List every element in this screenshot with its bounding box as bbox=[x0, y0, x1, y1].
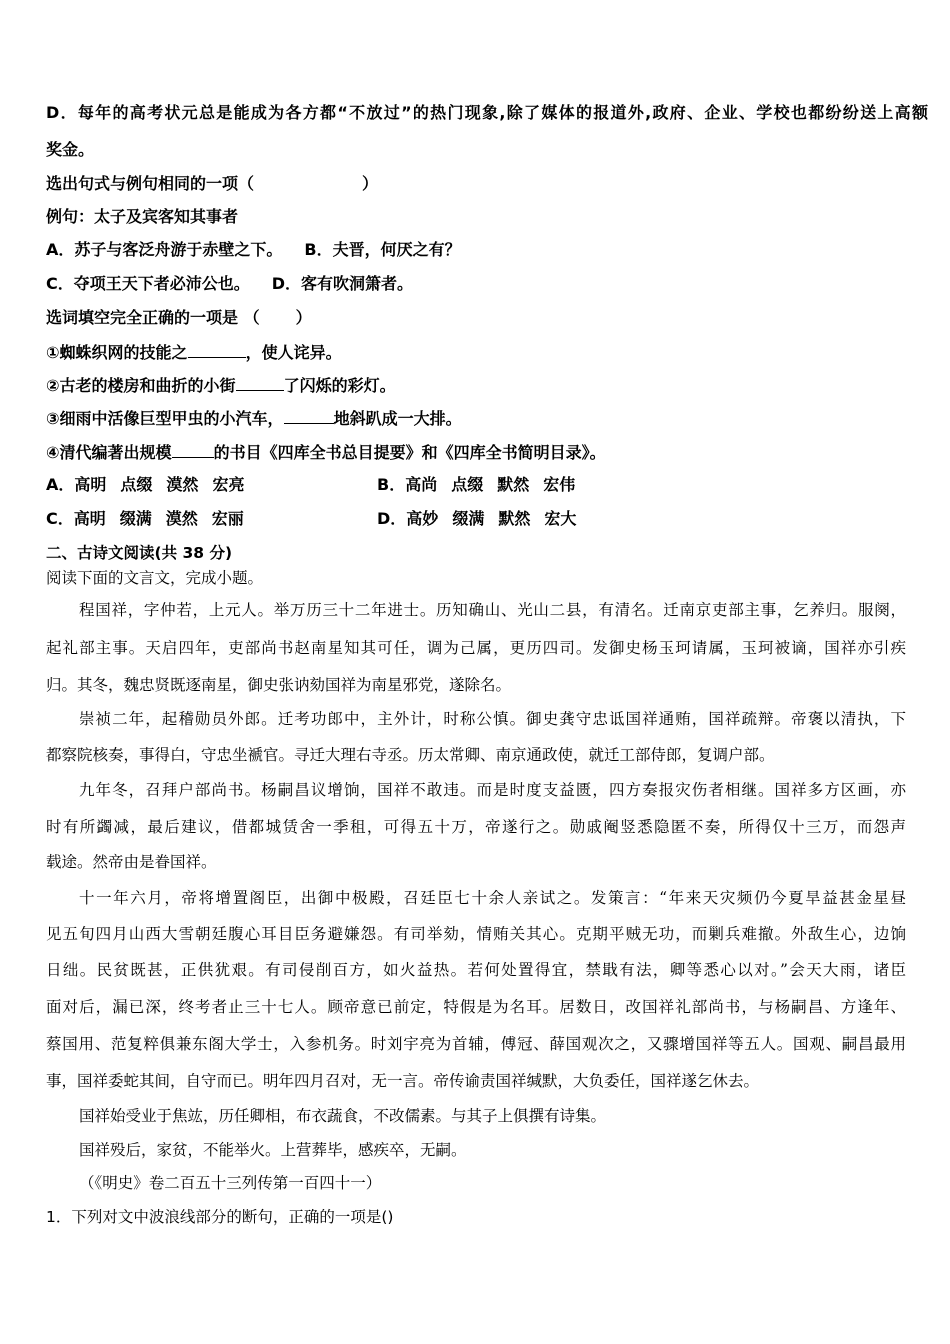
fill-blank-2[interactable] bbox=[236, 373, 284, 391]
passage-p4-line5: 蔡国用、范复粹俱兼东阁大学士，入参机务。时刘宇亮为首辅，傅冠、薛国观次之，又骤增国祥等五人。国观、嗣昌最用 bbox=[46, 1035, 906, 1053]
passage-p5: 国祥始受业于焦竑，历任卿相，布衣蔬食，不改儒素。与其子上俱撰有诗集。 bbox=[79, 1107, 607, 1125]
pattern-option-a[interactable]: A．苏子与客泛舟游于赤壁之下。 bbox=[46, 240, 283, 259]
fill-blank-3[interactable] bbox=[284, 406, 334, 424]
passage-p4-line3: 日绌。民贫既甚，正供犹艰。有司侵削百方，如火益热。若何处置得宜，禁戢有法，卿等悉心以对。”会天大雨，诸臣 bbox=[46, 961, 906, 979]
fill-blank-4[interactable] bbox=[172, 440, 214, 458]
words-sentence-3: ③细雨中活像巨型甲虫的小汽车， 地斜趴成一大排。 bbox=[46, 406, 462, 431]
passage-p4-line6: 事，国祥委蛇其间，自守而已。明年四月召对，无一言。帝传谕责国祥缄默，大负委任，国祥遂乞休去。 bbox=[46, 1072, 760, 1090]
pattern-option-d[interactable]: D．客有吹洞箫者。 bbox=[271, 274, 414, 293]
passage-p2-line2: 都察院核奏，事得白，守忠坐褫官。寻迁大理右寺丞。历太常卿、南京通政使，就迁工部侍郎，复调户部。 bbox=[46, 746, 775, 764]
passage-p4-line2: 见五旬四月山西大雪朝廷腹心耳目臣务避嫌怨。有司举劾，情贿关其心。克期平贼无功，而剿兵难撤。外敌生心，边饷 bbox=[46, 925, 906, 943]
words-option-a[interactable]: A．高明 点缀 漠然 宏亮 bbox=[46, 475, 245, 494]
passage-p2-line1: 崇祯二年，起稽勋员外郎。迁考功郎中，主外计，时称公慎。御史龚守忠诋国祥通贿，国祥疏辩。帝褒以清执，下 bbox=[79, 710, 906, 728]
pattern-example: 例句：太子及宾客知其事者 bbox=[46, 207, 239, 226]
passage-source: （《明史》卷二百五十三列传第一百四十一） bbox=[79, 1174, 382, 1192]
passage-p3-line3: 载途。然帝由是眷国祥。 bbox=[46, 853, 217, 871]
option-d-line2: 奖金。 bbox=[46, 140, 95, 159]
pattern-options-cd bbox=[46, 272, 413, 296]
passage-p1-line3: 归。其冬，魏忠贤既逐南星，御史张讷劾国祥为南星邪党，遂除名。 bbox=[46, 676, 512, 694]
pattern-option-c[interactable]: C．夺项王天下者必沛公也。 bbox=[46, 274, 250, 293]
section-instruction: 阅读下面的文言文，完成小题。 bbox=[46, 569, 264, 587]
passage-p3-line1: 九年冬，召拜户部尚书。杨嗣昌议增饷，国祥不敢违。而是时度支益匮，四方奏报灾伤者相继。国祥多方区画，亦 bbox=[79, 781, 906, 799]
passage-p4-line1: 十一年六月，帝将增置阁臣，出御中极殿，召廷臣七十余人亲试之。发策言：“年来天灾频仍今夏旱益甚金星昼 bbox=[79, 889, 906, 907]
passage-p1-line2: 起礼部主事。天启四年，吏部尚书赵南星知其可任，调为己属，更历四司。发御史杨玉珂请属，玉珂被谪，国祥亦引疾 bbox=[46, 639, 906, 657]
passage-p1-line1: 程国祥，字仲若，上元人。举万历三十二年进士。历知确山、光山二县，有清名。迁南京吏部主事，乞养归。服阕， bbox=[79, 601, 906, 619]
passage-p4-line4: 面对后，漏已深，终考者止三十七人。顾帝意已前定，特假是为名耳。居数日，改国祥礼部尚书，与杨嗣昌、方逢年、 bbox=[46, 998, 906, 1016]
section-heading: 二、古诗文阅读(共 38 分) bbox=[46, 544, 233, 562]
question-1: 1．下列对文中波浪线部分的断句，正确的一项是() bbox=[46, 1208, 394, 1226]
words-question-stem: 选词填空完全正确的一项是 （ ） bbox=[46, 308, 312, 327]
words-sentence-4: ④清代编著出规模 的书目《四库全书总目提要》和《四库全书简明目录》。 bbox=[46, 440, 606, 465]
passage-p6: 国祥殁后，家贫，不能举火。上营葬毕，感疾卒，无嗣。 bbox=[79, 1141, 467, 1159]
words-sentence-2: ②古老的楼房和曲折的小街 了闪烁的彩灯。 bbox=[46, 373, 396, 398]
pattern-option-b[interactable]: B．夫晋，何厌之有？ bbox=[304, 240, 461, 259]
words-option-b[interactable]: B．高尚 点缀 默然 宏伟 bbox=[377, 475, 576, 494]
option-d-line1: D．每年的高考状元总是能成为各方都“不放过”的热门现象,除了媒体的报道外,政府、企业、学校也都纷纷送上高额 bbox=[46, 103, 928, 122]
passage-p3-line2: 时有所蠲减，最后建议，借都城赁舍一季租，可得五十万，帝遂行之。勋戚阉竖悉隐匿不奏，所得仅十三万，而怨声 bbox=[46, 818, 906, 836]
pattern-question-stem: 选出句式与例句相同的一项（ ） bbox=[46, 174, 379, 193]
pattern-options-ab bbox=[46, 238, 461, 262]
words-sentence-1: ①蜘蛛织网的技能之 ，使人诧异。 bbox=[46, 340, 342, 365]
fill-blank-1[interactable] bbox=[188, 340, 246, 358]
words-options-ab bbox=[46, 473, 258, 497]
words-option-d[interactable]: D．高妙 缀满 默然 宏大 bbox=[377, 509, 577, 528]
words-option-c[interactable]: C．高明 缀满 漠然 宏丽 bbox=[46, 509, 244, 528]
words-options-cd bbox=[46, 507, 258, 531]
